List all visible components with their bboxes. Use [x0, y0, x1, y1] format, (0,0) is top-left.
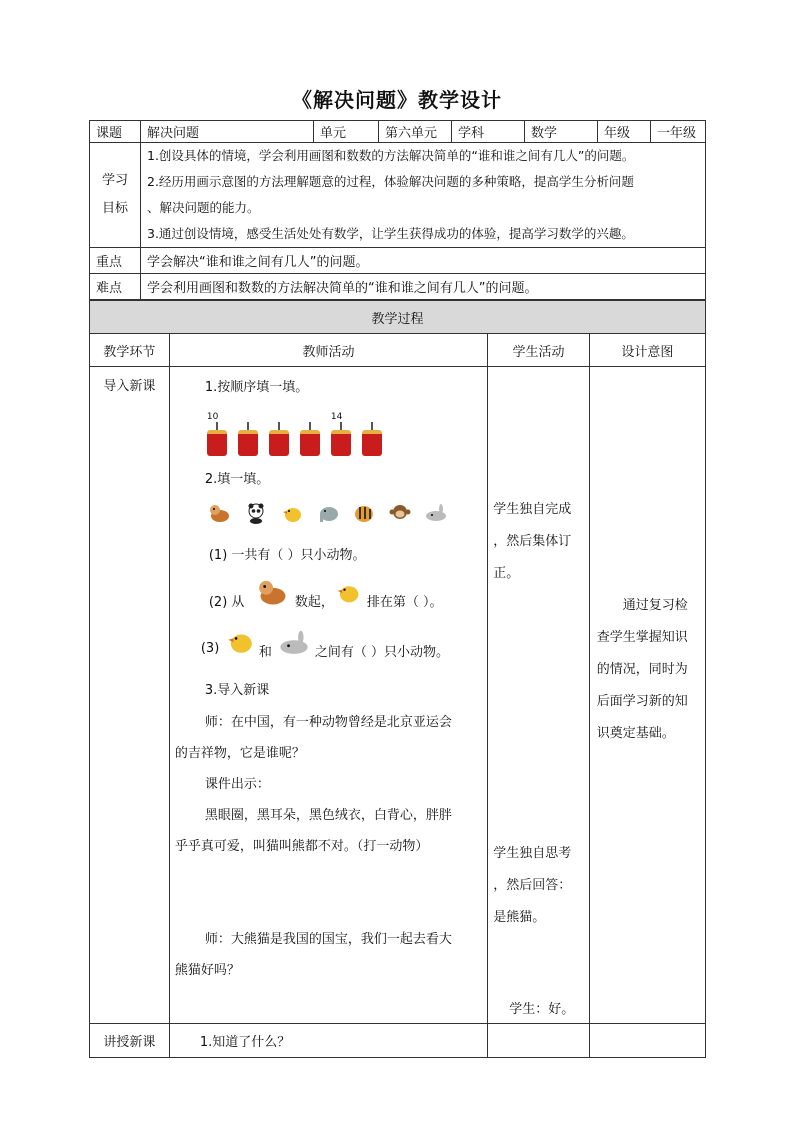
student-line: 学生独自思考 [493, 846, 572, 861]
teacher-activity [169, 367, 487, 1024]
objective-item: 1.创设具体的情境，学会利用画图和数数的方法解决简单的“谁和谁之间有几人”的问题。 [147, 148, 635, 163]
teacher-line: 熊猫好吗？ [174, 963, 240, 978]
design-intent [589, 367, 705, 1024]
process-table [89, 300, 706, 1058]
teacher-line: 1.按顺序填一填。 [204, 380, 309, 395]
col-teacher: 教师活动 [169, 334, 487, 367]
difficulty-label: 难点 [90, 274, 141, 300]
objective-item: 、解决问题的能力。 [147, 200, 260, 215]
student-empty [488, 1024, 589, 1058]
panda-icon [243, 502, 269, 524]
elephant-icon [315, 502, 341, 524]
unit-value: 第六单元 [379, 121, 452, 143]
col-student: 学生活动 [488, 334, 589, 367]
rabbit-icon [423, 502, 449, 524]
teacher-line: 黑眼圈，黑耳朵，黑色绒衣，白背心，胖胖 [204, 808, 452, 823]
rabbit-icon [275, 628, 313, 658]
key-value: 学会解决“谁和谁之间有几人”的问题。 [141, 248, 706, 274]
firecracker-icon [238, 430, 258, 456]
col-stage: 教学环节 [90, 334, 170, 367]
design-line: 查学生掌握知识 [596, 630, 688, 645]
key-label: 重点 [90, 248, 141, 274]
firecracker-icon [362, 430, 382, 456]
teacher-line: 3.导入新课 [204, 683, 270, 698]
monkey-icon [387, 502, 413, 524]
stage-teach: 讲授新课 [90, 1024, 170, 1058]
question-3-a: (3) [200, 641, 220, 656]
design-empty [589, 1024, 705, 1058]
info-table [89, 120, 706, 300]
design-line: 识奠定基础。 [596, 726, 675, 741]
student-line: ，然后集体订 [493, 534, 572, 549]
student-line: 学生：好。 [509, 1002, 575, 1017]
teacher-line: 师：大熊猫是我国的国宝，我们一起去看大 [204, 932, 452, 947]
teacher-line: 2.填一填。 [204, 472, 270, 487]
firecracker-row [206, 412, 382, 456]
objectives-label: 学习 目标 [90, 143, 141, 248]
topic-value: 解决问题 [141, 121, 314, 143]
student-line: ，然后回答： [493, 878, 572, 893]
grade-label: 年级 [598, 121, 651, 143]
col-design: 设计意图 [589, 334, 705, 367]
dog-icon [207, 502, 233, 524]
question-3-b: 和 [258, 645, 272, 660]
subject-label: 学科 [452, 121, 525, 143]
objectives-list [141, 143, 706, 248]
firecracker-icon: 10 [207, 430, 227, 456]
difficulty-value: 学会利用画图和数数的方法解决简单的“谁和谁之间有几人”的问题。 [141, 274, 706, 300]
design-line: 通过复习检 [622, 598, 688, 613]
question-2-a: (2) 从 [208, 595, 245, 610]
teacher-line: 师：在中国，有一种动物曾经是北京亚运会 [204, 715, 452, 730]
unit-label: 单元 [314, 121, 379, 143]
chick-icon [279, 502, 305, 524]
chick-icon [333, 576, 363, 608]
question-1: (1) 一共有（ ）只小动物。 [208, 548, 366, 563]
subject-value: 数学 [525, 121, 598, 143]
topic-label: 课题 [90, 121, 141, 143]
objective-item: 3.通过创设情境，感受生活处处有数学，让学生获得成功的体验，提高学习数学的兴趣。 [147, 226, 634, 241]
teacher-line: 1.知道了什么？ [169, 1024, 487, 1058]
stage-intro: 导入新课 [90, 367, 170, 1024]
dog-icon [255, 576, 291, 608]
student-line: 正。 [493, 566, 520, 581]
teacher-line: 课件出示： [204, 777, 270, 792]
process-header: 教学过程 [90, 301, 706, 334]
question-2-c: 排在第（ ）。 [366, 595, 443, 610]
tiger-icon [351, 502, 377, 524]
firecracker-icon: 14 [331, 430, 351, 456]
firecracker-icon [300, 430, 320, 456]
student-activity [488, 367, 589, 1024]
design-line: 后面学习新的知 [596, 694, 688, 709]
design-line: 的情况，同时为 [596, 662, 688, 677]
firecracker-icon [269, 430, 289, 456]
animal-row [207, 502, 449, 524]
student-line: 是熊猫。 [493, 910, 546, 925]
teacher-line: 的吉祥物，它是谁呢？ [174, 746, 305, 761]
teacher-line: 乎乎真可爱，叫猫叫熊都不对。（打一动物） [174, 839, 429, 854]
chick-icon [223, 624, 257, 658]
student-line: 学生独自完成 [493, 502, 572, 517]
question-3-c: 之间有（ ）只小动物。 [314, 645, 449, 660]
question-2-b: 数起， [294, 595, 334, 610]
objective-item: 2.经历用画示意图的方法理解题意的过程，体验解决问题的多种策略，提高学生分析问题 [147, 174, 634, 189]
page-title: 《解决问题》教学设计 [292, 88, 502, 112]
grade-value: 一年级 [651, 121, 706, 143]
